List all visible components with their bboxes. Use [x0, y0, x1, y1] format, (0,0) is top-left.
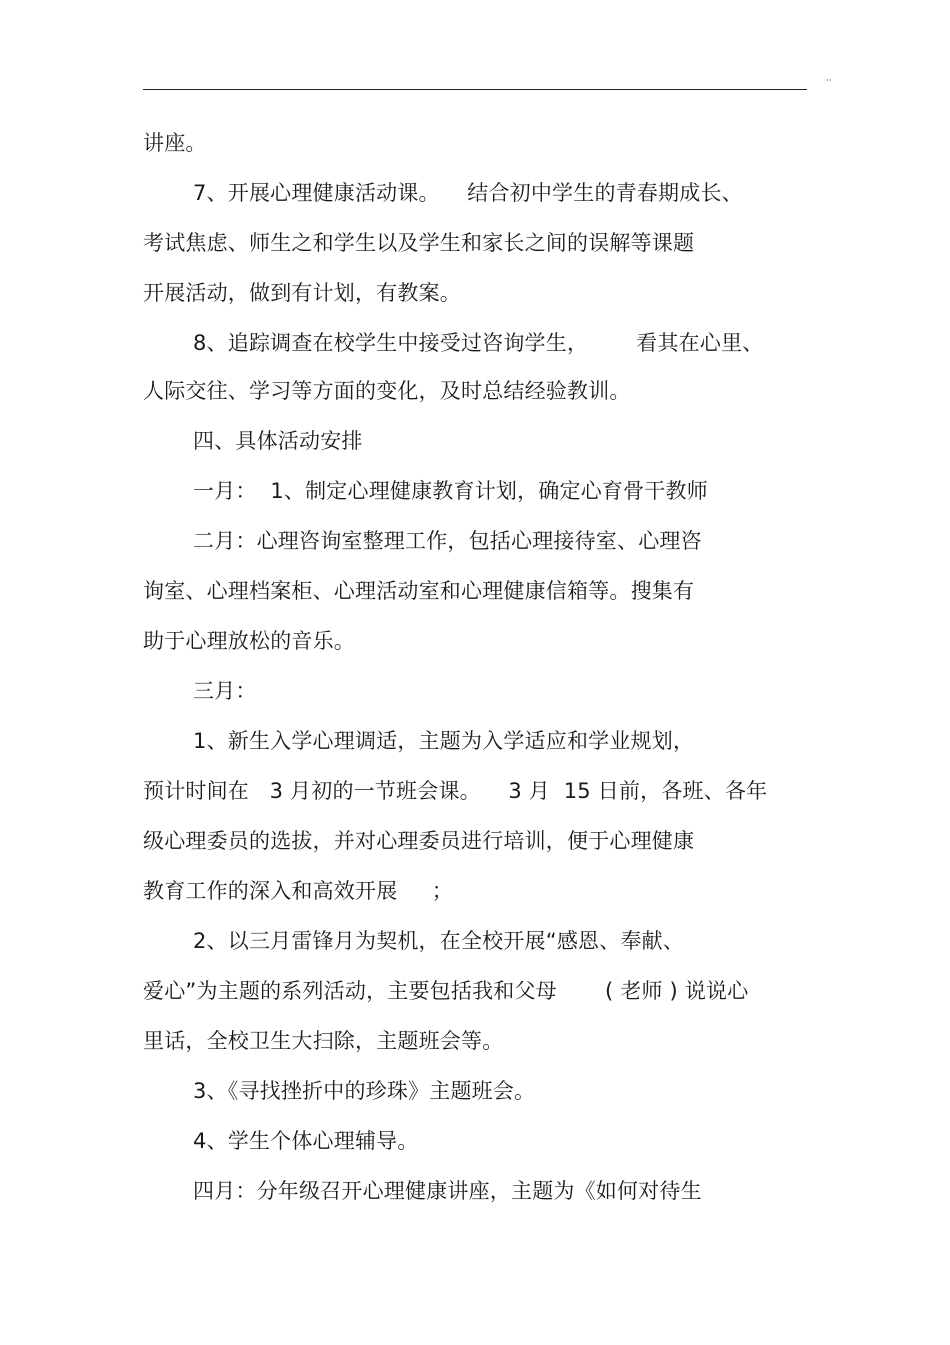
- text-line: 考试焦虑、师生之和学生以及学生和家长之间的误解等课题: [143, 231, 695, 255]
- text-line: 7、开展心理健康活动课。 结合初中学生的青春期成长、: [193, 181, 743, 205]
- section-heading: 四、具体活动安排: [193, 429, 363, 453]
- text-line: 三月：: [193, 679, 257, 703]
- text-line: 8、追踪调查在校学生中接受过咨询学生， 看其在心里、: [193, 331, 764, 355]
- text-line: 预计时间在 3 月初的一节班会课。 3 月 15 日前，各班、各年: [143, 779, 768, 803]
- text-line: 二月：心理咨询室整理工作，包括心理接待室、心理咨: [193, 529, 702, 553]
- text-line: 询室、心理档案柜、心理活动室和心理健康信箱等。搜集有: [143, 579, 695, 603]
- text-line: 人际交往、学习等方面的变化，及时总结经验教训。: [143, 379, 631, 403]
- text-line: 讲座。: [143, 131, 207, 155]
- text-line: 3、《寻找挫折中的珍珠》主题班会。: [193, 1079, 536, 1103]
- header-mark: ··: [826, 76, 832, 86]
- text-line: 开展活动，做到有计划，有教案。: [143, 281, 461, 305]
- text-line: 四月：分年级召开心理健康讲座，主题为《如何对待生: [193, 1179, 702, 1203]
- text-line: 爱心”为主题的系列活动，主要包括我和父母 ( 老师 ) 说说心: [143, 979, 749, 1003]
- text-line: 级心理委员的选拔，并对心理委员进行培训，便于心理健康: [143, 829, 695, 853]
- text-line: 助于心理放松的音乐。: [143, 629, 355, 653]
- text-line: 里话，全校卫生大扫除，主题班会等。: [143, 1029, 504, 1053]
- text-line: 1、新生入学心理调适，主题为入学适应和学业规划，: [193, 729, 695, 753]
- text-line: 一月： 1、制定心理健康教育计划，确定心育骨干教师: [193, 479, 708, 503]
- text-line: 4、学生个体心理辅导。: [193, 1129, 419, 1153]
- header-rule: [143, 89, 807, 90]
- text-line: 教育工作的深入和高效开展 ；: [143, 879, 453, 903]
- text-line: 2、以三月雷锋月为契机，在全校开展“感恩、奉献、: [193, 929, 685, 953]
